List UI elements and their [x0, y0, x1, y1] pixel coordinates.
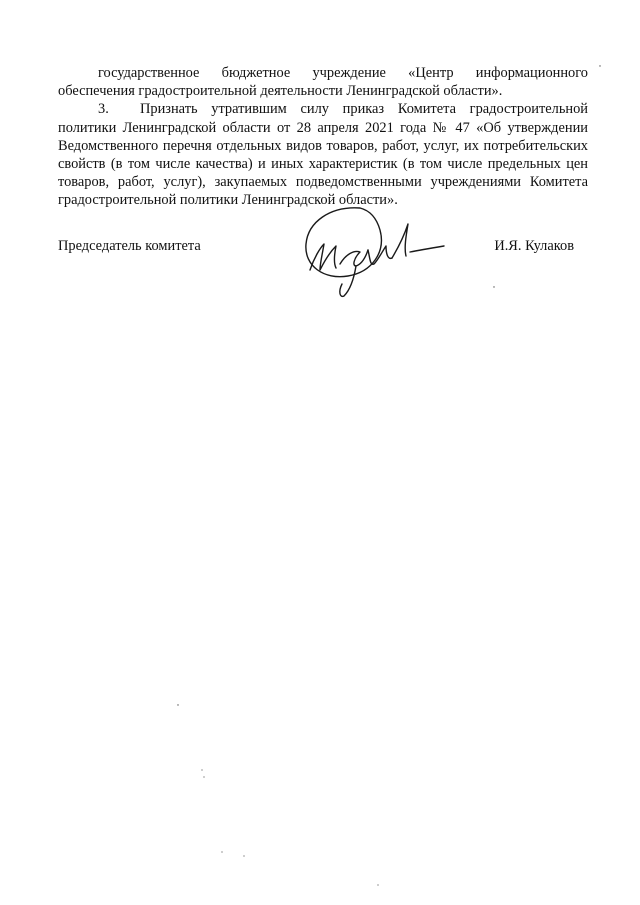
paragraph-item-3: [58, 100, 588, 209]
handwritten-signature: [290, 200, 450, 300]
paragraph-continuation: государственное бюджетное учреждение «Центр информационного обеспечения градостроительной деятельности Ленинградской области».: [58, 65, 588, 100]
document-body: [58, 64, 588, 210]
signature-block: [58, 232, 588, 292]
item-3-text: Признать утратившим силу приказ Комитета градостроительной политики Ленинградской области от 28 апреля 2021 года № 47 «Об утверждении Ведомственного перечня отдельных видов товаров, работ, услуг, их потребительских свойств (в том числе качества) и иных характеристик (в том числе предельных цен товаров, работ, услуг), закупаемых подведомственными учреждениями Комитета градостроительной политики Ленинградской области».: [58, 101, 588, 209]
signer-name: И.Я. Кулаков: [494, 238, 574, 254]
item-number: 3.: [98, 101, 109, 118]
signer-position: Председатель комитета: [58, 238, 201, 254]
